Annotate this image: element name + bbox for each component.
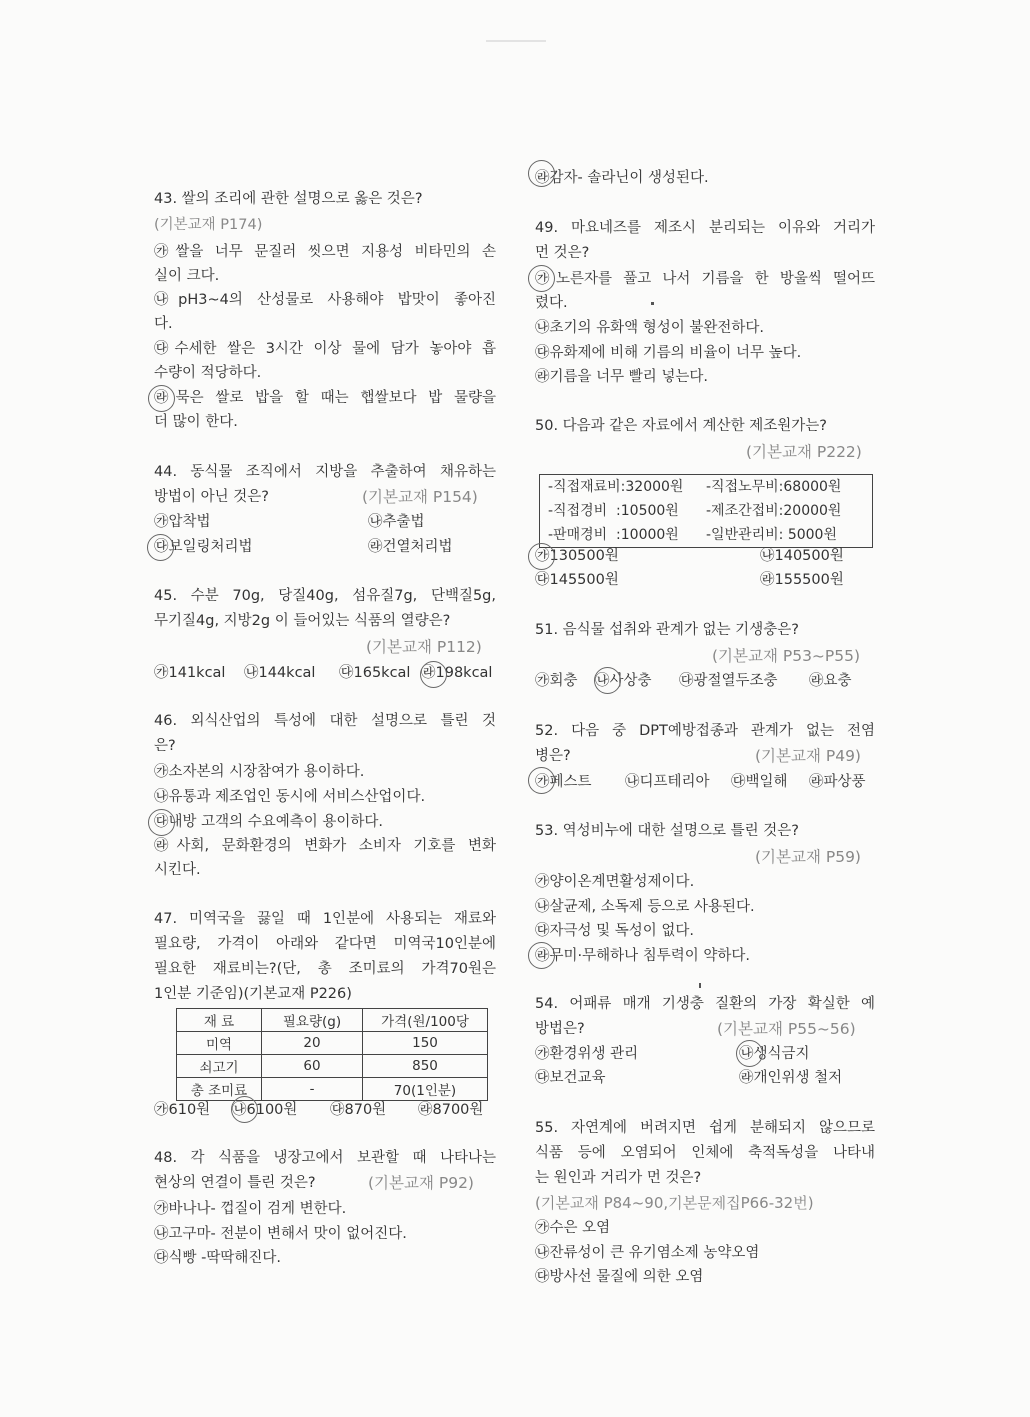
- reference: (기본교재 P49): [755, 747, 861, 765]
- option-c: ㉰870원: [330, 1102, 387, 1118]
- option-d: ㉱198kcal: [421, 665, 493, 681]
- question-text: 45. 수분 70g, 당질40g, 섬유질7g, 단백질5g,: [154, 588, 496, 604]
- option-c: ㉰자극성 및 독성이 없다.: [535, 923, 694, 939]
- question-text-cont: 먼 것은?: [535, 245, 590, 261]
- question-text-cont: 방법은?: [535, 1021, 585, 1037]
- question-text: 47. 미역국을 끓일 때 1인분에 사용되는 재료와: [154, 911, 496, 927]
- option-b: ㉯6100원: [232, 1102, 298, 1118]
- question-text-cont: 방법이 아닌 것은?: [154, 489, 269, 505]
- question-text-cont: 필요량, 가격이 아래와 같다면 미역국10인분에: [154, 936, 496, 952]
- question-text-cont: 식품 등에 오염되어 인체에 축적독성을 나타내: [535, 1145, 875, 1161]
- question-text: 49. 마요네즈를 제조시 분리되는 이유와 거리가: [535, 220, 875, 236]
- option-b: ㉯유통과 제조업인 동시에 서비스산업이다.: [154, 789, 426, 805]
- option-a: ㉮압착법: [154, 514, 211, 530]
- box-item: -직접경비 :10500원: [548, 503, 679, 519]
- question-text: 44. 동식물 조직에서 지방을 추출하여 채유하는: [154, 464, 496, 480]
- answer-circle: [147, 534, 174, 561]
- table-cell: 미역: [177, 1032, 262, 1055]
- option-b: ㉯잔류성이 큰 유기염소제 농약오염: [535, 1245, 760, 1261]
- ingredient-table: [176, 1008, 488, 1101]
- reference: (기본교재 P55~56): [717, 1020, 856, 1038]
- option-a: ㉮양이온계면활성제이다.: [535, 874, 695, 890]
- reference: (기본교재 P174): [154, 217, 263, 233]
- option-a: ㉮노른자를 풀고 나서 기름을 한 방울씩 떨어뜨: [535, 271, 875, 287]
- option-c: ㉰식빵 -딱딱해진다.: [154, 1250, 281, 1266]
- option-a-cont: 실이 크다.: [154, 268, 220, 284]
- option-b: ㉯144kcal: [244, 665, 316, 681]
- table-row: [177, 1055, 488, 1078]
- table-cell: 쇠고기: [177, 1055, 262, 1078]
- option-c: ㉰165kcal: [339, 665, 411, 681]
- reference: (기본교재 P92): [368, 1174, 474, 1192]
- table-cell: 850: [363, 1055, 488, 1078]
- table-cell: 70(1인분): [363, 1078, 488, 1101]
- answer-circle: [420, 661, 447, 688]
- option-c: ㉰수세한 쌀은 3시간 이상 물에 담가 놓아야 흡: [154, 341, 496, 357]
- option-c: ㉰광절열두조충: [679, 673, 778, 689]
- box-row: [540, 523, 872, 547]
- scan-dot: [699, 983, 701, 988]
- answer-circle: [148, 385, 175, 412]
- option-d: ㉱사회, 문화환경의 변화가 소비자 기호를 변화: [154, 838, 496, 854]
- question-text-cont: 병은?: [535, 748, 571, 764]
- option-a: ㉮소자본의 시장참여가 용이하다.: [154, 764, 365, 780]
- option-a: ㉮610원: [154, 1102, 211, 1118]
- option-b: ㉯pH3~4의 산성물로 사용해야 밥맛이 좋아진: [154, 292, 496, 308]
- answer-circle: [594, 667, 621, 694]
- question-text: 55. 자연계에 버려지면 쉽게 분해되지 않으므로: [535, 1120, 875, 1136]
- reference: (기본교재 P53~P55): [712, 647, 861, 665]
- table-header-row: [177, 1009, 488, 1032]
- question-text: 54. 어패류 매개 기생충 질환의 가장 확실한 예: [535, 996, 875, 1012]
- option-b: ㉯살균제, 소독제 등으로 사용된다.: [535, 899, 755, 915]
- option-c: ㉰방사선 물질에 의한 오염: [535, 1269, 704, 1285]
- reference: (기본교재 P59): [755, 848, 861, 866]
- option-b: ㉯초기의 유화액 형성이 불완전하다.: [535, 320, 765, 336]
- table-cell: 총 조미료: [177, 1078, 262, 1101]
- question-text: 43. 쌀의 조리에 관한 설명으로 옳은 것은?: [154, 191, 423, 207]
- option-a: ㉮쌀을 너무 문질러 씻으면 지용성 비타민의 손: [154, 244, 496, 260]
- table-row: [177, 1032, 488, 1055]
- option-c: ㉰유화제에 비해 기름의 비율이 너무 높다.: [535, 345, 802, 361]
- header-cell: 가격(원/100당: [363, 1009, 488, 1032]
- answer-circle: [528, 767, 555, 794]
- option-d: ㉱8700원: [418, 1102, 484, 1118]
- question-text-cont: 은?: [154, 738, 176, 754]
- scan-mark: [486, 40, 546, 42]
- scan-dot: [651, 302, 654, 305]
- option-a: ㉮수은 오염: [535, 1220, 611, 1236]
- option-d-cont: 더 많이 한다.: [154, 414, 238, 430]
- box-item: -판매경비 :10000원: [548, 527, 679, 543]
- option-b: ㉯생식금지: [739, 1046, 810, 1062]
- option-a: ㉮141kcal: [154, 665, 226, 681]
- answer-circle: [148, 809, 175, 836]
- option-a: ㉮환경위생 관리: [535, 1046, 639, 1062]
- option-d: ㉱파상풍: [809, 774, 866, 790]
- option-d: ㉱무미·무해하나 침투력이 약하다.: [535, 948, 751, 964]
- cost-data-box: [539, 474, 873, 548]
- box-item: -직접노무비:68000원: [706, 479, 842, 495]
- answer-circle: [528, 543, 555, 570]
- option-c: ㉰내방 고객의 수요예측이 용이하다.: [154, 814, 384, 830]
- box-item: -제조간접비:20000원: [706, 503, 842, 519]
- reference: (기본교재 P222): [746, 443, 862, 461]
- option-a: ㉮바나나- 껍질이 검게 변한다.: [154, 1201, 347, 1217]
- option-a-cont: 렸다.: [535, 295, 568, 311]
- header-cell: 필요량(g): [262, 1009, 363, 1032]
- question-text: 51. 음식물 섭취와 관계가 없는 기생충은?: [535, 622, 799, 638]
- option-b: ㉯사상충: [595, 673, 652, 689]
- table-cell: 20: [262, 1032, 363, 1055]
- table-cell: 150: [363, 1032, 488, 1055]
- option-b: ㉯140500원: [760, 548, 844, 564]
- option-d: ㉱건열처리법: [368, 539, 453, 555]
- question-48-option-d: ㉱감자- 솔라닌이 생성된다.: [535, 170, 709, 186]
- header-cell: 재 료: [177, 1009, 262, 1032]
- option-d: ㉱개인위생 철저: [739, 1070, 843, 1086]
- option-d: ㉱묵은 쌀로 밥을 할 때는 햅쌀보다 밥 물량을: [154, 390, 496, 406]
- question-text-cont: 무기질4g, 지방2g 이 들어있는 식품의 열량은?: [154, 613, 451, 629]
- option-a: ㉮회충: [535, 673, 578, 689]
- question-text-cont: 1인분 기준임)(기본교재 P226): [154, 986, 352, 1002]
- question-text: 52. 다음 중 DPT예방접종과 관계가 없는 전염: [535, 723, 875, 739]
- option-b-cont: 다.: [154, 316, 173, 332]
- question-text-cont: 필요한 재료비는?(단, 총 조미료의 가격70원은: [154, 961, 496, 977]
- option-d: ㉱155500원: [760, 572, 844, 588]
- box-row: [540, 499, 872, 523]
- option-b: ㉯추출법: [368, 514, 425, 530]
- reference: (기본교재 P84~90,기본문제집P66-32번): [535, 1194, 814, 1212]
- table-cell: -: [262, 1078, 363, 1101]
- question-text: 53. 역성비누에 대한 설명으로 틀린 것은?: [535, 823, 799, 839]
- box-row: [540, 475, 872, 499]
- question-text-cont: 현상의 연결이 틀린 것은?: [154, 1175, 316, 1191]
- reference: (기본교재 P112): [366, 638, 482, 656]
- option-b: ㉯디프테리아: [625, 774, 710, 790]
- option-d-cont: 시킨다.: [154, 862, 201, 878]
- question-text: 46. 외식산업의 특성에 대한 설명으로 틀린 것: [154, 713, 496, 729]
- answer-circle: [528, 942, 555, 969]
- option-a: ㉮페스트: [535, 774, 592, 790]
- option-c: ㉰145500원: [535, 572, 619, 588]
- option-c: ㉰보건교육: [535, 1070, 606, 1086]
- option-b: ㉯고구마- 전분이 변해서 맛이 없어진다.: [154, 1226, 407, 1242]
- option-d: ㉱요충: [809, 673, 852, 689]
- option-c-cont: 수량이 적당하다.: [154, 365, 262, 381]
- table-cell: 60: [262, 1055, 363, 1078]
- table-row: [177, 1078, 488, 1101]
- answer-circle: [528, 160, 555, 187]
- option-a: ㉮130500원: [535, 548, 619, 564]
- question-text-cont: 는 원인과 거리가 먼 것은?: [535, 1170, 702, 1186]
- answer-circle: [528, 265, 555, 292]
- question-text: 48. 각 식품을 냉장고에서 보관할 때 나타나는: [154, 1150, 496, 1166]
- box-item: -일반관리비: 5000원: [706, 527, 837, 543]
- option-c: ㉰백일해: [731, 774, 788, 790]
- box-item: -직접재료비:32000원: [548, 479, 684, 495]
- option-d: ㉱기름을 너무 빨리 넣는다.: [535, 369, 709, 385]
- answer-circle: [231, 1096, 258, 1123]
- answer-circle: [736, 1040, 763, 1067]
- reference: (기본교재 P154): [362, 488, 478, 506]
- question-text: 50. 다음과 같은 자료에서 계산한 제조원가는?: [535, 418, 827, 434]
- option-c: ㉰보일링처리법: [154, 539, 253, 555]
